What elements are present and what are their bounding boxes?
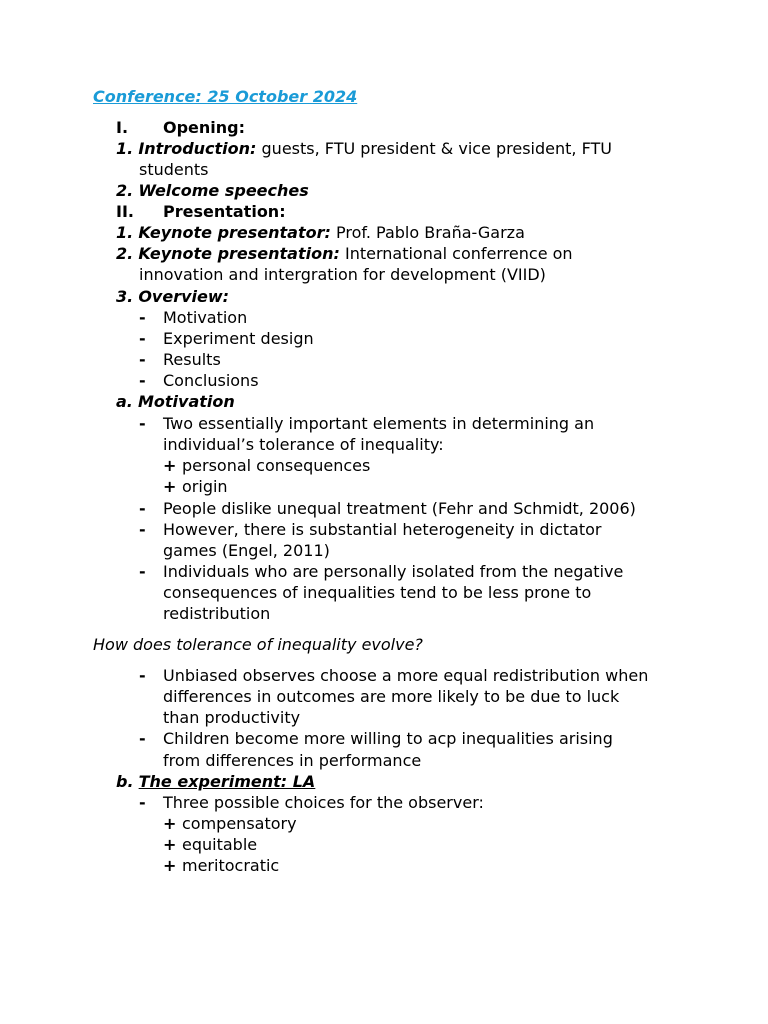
motivation-bullet-line: redistribution	[163, 604, 271, 623]
subsection-marker: b.	[116, 772, 134, 791]
item-label: Welcome speeches	[138, 181, 309, 200]
subsection-motivation	[116, 391, 235, 412]
bullet-dash: -	[139, 499, 146, 518]
item-number: 2.	[116, 244, 134, 263]
overview-bullet: Results	[163, 350, 221, 369]
motivation-bullet-line: games (Engel, 2011)	[163, 541, 330, 560]
item-number: 1.	[116, 139, 134, 158]
motivation-bullet-line: However, there is substantial heterogeneity in dictator	[163, 520, 602, 539]
motivation-bullet-line: individual’s tolerance of inequality:	[163, 435, 444, 454]
item-text: guests, FTU president & vice president, FTU	[256, 139, 612, 158]
plus-symbol: +	[163, 477, 177, 496]
plus-item: meritocratic	[182, 856, 280, 875]
bullet-dash: -	[139, 562, 146, 581]
motivation-bullet-line: Two essentially important elements in determining an	[163, 414, 595, 433]
subsection-marker: a.	[116, 392, 133, 411]
bullet-dash: -	[139, 414, 146, 433]
section-title-presentation: Presentation:	[163, 202, 286, 221]
overview-bullet: Conclusions	[163, 371, 259, 390]
item-text: International conferrence on	[339, 244, 573, 263]
subsection-label: The experiment: LA	[138, 772, 316, 791]
item-label: Overview:	[138, 287, 230, 306]
bullet-dash: -	[139, 329, 146, 348]
experiment-bullet: Three possible choices for the observer:	[163, 793, 484, 812]
list-item-welcome-speeches	[116, 180, 309, 201]
item-label: Keynote presentation:	[138, 244, 340, 263]
plus-item: equitable	[182, 835, 258, 854]
list-item-overview	[116, 286, 229, 307]
section-roman-2: II.	[116, 202, 134, 221]
evolve-bullet-line: Unbiased observes choose a more equal redistribution when	[163, 666, 649, 685]
bullet-dash: -	[139, 371, 146, 390]
plus-symbol: +	[163, 835, 177, 854]
section-title-opening: Opening:	[163, 118, 246, 137]
subsection-label: Motivation	[137, 392, 235, 411]
conference-heading: Conference: 25 October 2024	[93, 87, 358, 106]
list-item-keynote-presentator	[116, 222, 525, 243]
evolve-bullet-line: than productivity	[163, 708, 301, 727]
item-number: 1.	[116, 223, 134, 242]
list-item-introduction	[116, 138, 612, 159]
motivation-bullet-line: People dislike unequal treatment (Fehr and Schmidt, 2006)	[163, 499, 636, 518]
evolve-bullet-line: differences in outcomes are more likely to be due to luck	[163, 687, 620, 706]
section-roman-1: I.	[116, 118, 129, 137]
motivation-bullet-line: Individuals who are personally isolated from the negative	[163, 562, 624, 581]
overview-bullet: Motivation	[163, 308, 248, 327]
bullet-dash: -	[139, 729, 146, 748]
plus-symbol: +	[163, 856, 177, 875]
item-text-continuation: innovation and intergration for development (VIID)	[139, 265, 546, 284]
question-text: How does tolerance of inequality evolve?	[93, 635, 423, 654]
item-label: Introduction:	[138, 139, 257, 158]
bullet-dash: -	[139, 666, 146, 685]
overview-bullet: Experiment design	[163, 329, 314, 348]
plus-symbol: +	[163, 456, 177, 475]
bullet-dash: -	[139, 308, 146, 327]
list-item-keynote-presentation	[116, 243, 573, 264]
item-number: 2.	[116, 181, 134, 200]
plus-item: compensatory	[182, 814, 297, 833]
evolve-bullet-line: Children become more willing to acp inequalities arising	[163, 729, 613, 748]
plus-item: personal consequences	[182, 456, 371, 475]
item-text-continuation: students	[139, 160, 209, 179]
motivation-bullet-line: consequences of inequalities tend to be less prone to	[163, 583, 592, 602]
plus-item: origin	[182, 477, 228, 496]
item-text: Prof. Pablo Braña-Garza	[330, 223, 525, 242]
evolve-bullet-line: from differences in performance	[163, 751, 422, 770]
bullet-dash: -	[139, 793, 146, 812]
item-label: Keynote presentator:	[138, 223, 331, 242]
subsection-experiment	[116, 771, 315, 792]
plus-symbol: +	[163, 814, 177, 833]
bullet-dash: -	[139, 520, 146, 539]
bullet-dash: -	[139, 350, 146, 369]
item-number: 3.	[116, 287, 134, 306]
